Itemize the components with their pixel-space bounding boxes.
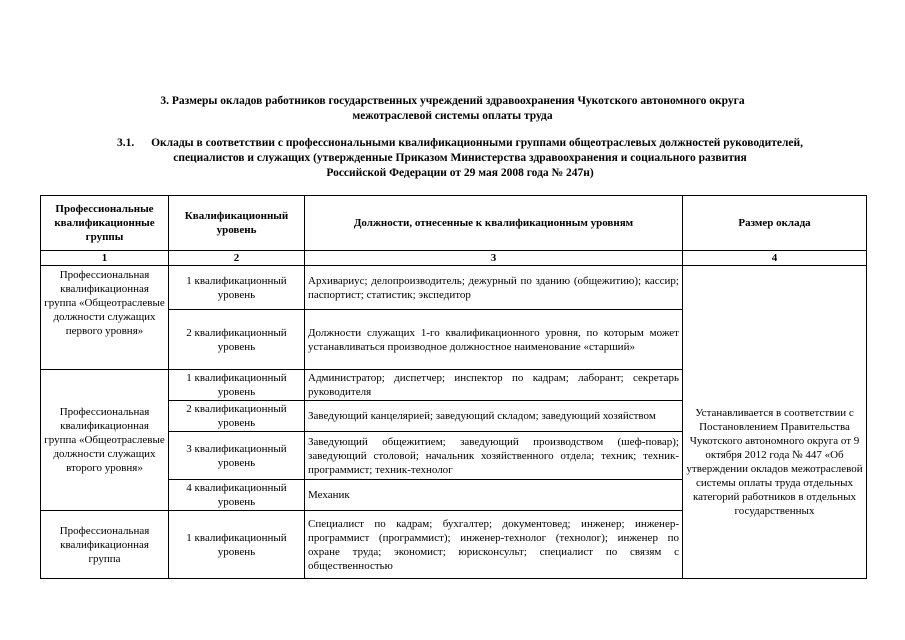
subsection-heading-line3: Российской Федерации от 29 мая 2008 года № 247н) [326,167,594,179]
table-header-row [41,196,867,251]
header-level: Квалификационный уровень [169,196,305,251]
positions-cell: Заведующий общежитием; заведующий производством (шеф-повар); заведующий столовой; начальник хозяйственного отдела; техник; техник-программист; техник-технолог [305,432,683,480]
table-row [41,266,867,310]
section-heading [0,94,905,124]
positions-cell: Механик [305,480,683,511]
section-heading-line1: 3. Размеры окладов работников государственных учреждений здравоохранения Чукотского автономного округа [160,95,745,107]
column-number-row [41,251,867,266]
level-cell: 2 квалификационный уровень [169,401,305,432]
level-cell: 1 квалификационный уровень [169,266,305,310]
subsection-heading-line1: Оклады в соответствии с профессиональными квалификационными группами общеотраслевых должностей руководителей, [151,137,804,149]
level-cell: 1 квалификационный уровень [169,370,305,401]
header-groups: Профессиональные квалификационные группы [41,196,169,251]
positions-cell: Специалист по кадрам; бухгалтер; документовед; инженер; инженер-программист (программист); инженер-технолог (технолог); инженер по охране труда; экономист; юрисконсульт; специалист по связям с общественностью [305,511,683,579]
positions-cell: Должности служащих 1-го квалификационного уровня, по которым может устанавливаться производное должностное наименование «старший» [305,310,683,370]
salary-table [40,195,867,579]
section-heading-line2: межотраслевой системы оплаты труда [352,110,553,122]
header-positions: Должности, отнесенные к квалификационным уровням [305,196,683,251]
column-number: 4 [683,251,867,266]
level-cell: 2 квалификационный уровень [169,310,305,370]
group-name-cell: Профессиональная квалификационная группа [41,511,169,579]
level-cell: 3 квалификационный уровень [169,432,305,480]
positions-cell: Заведующий канцелярией; заведующий складом; заведующий хозяйством [305,401,683,432]
column-number: 1 [41,251,169,266]
positions-cell: Администратор; диспетчер; инспектор по кадрам; лаборант; секретарь руководителя [305,370,683,401]
subsection-heading-line2: специалистов и служащих (утвержденные Приказом Министерства здравоохранения и социального развития [173,152,747,164]
salary-cell: Устанавливается в соответствии с Постановлением Правительства Чукотского автономного округа от 9 октября 2012 года № 447 «Об утверждении окладов межотраслевой системы оплаты труда отдельных категорий работников в отдельных государственных [683,266,867,579]
group-name-cell: Профессиональная квалификационная группа «Общеотраслевые должности служащих второго уровня» [41,370,169,511]
group-name-cell: Профессиональная квалификационная группа «Общеотраслевые должности служащих первого уровня» [41,266,169,370]
positions-cell: Архивариус; делопроизводитель; дежурный по зданию (общежитию); кассир; паспортист; статистик; экспедитор [305,266,683,310]
subsection-heading [60,136,860,181]
level-cell: 1 квалификационный уровень [169,511,305,579]
header-salary: Размер оклада [683,196,867,251]
column-number: 3 [305,251,683,266]
subsection-number: 3.1. [116,137,135,149]
column-number: 2 [169,251,305,266]
level-cell: 4 квалификационный уровень [169,480,305,511]
